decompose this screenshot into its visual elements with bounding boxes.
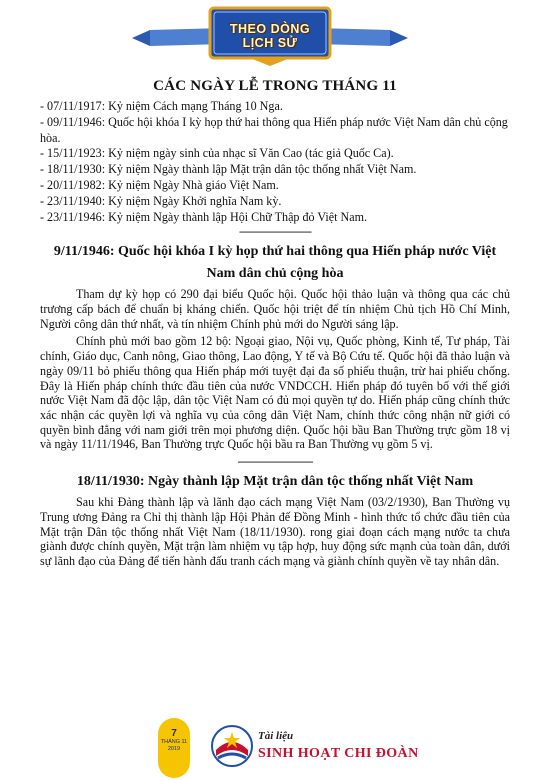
section-heading: 9/11/1946: Quốc hội khóa I kỳ họp thứ hai thông qua Hiến pháp nước Việt Nam dân chủ cộng hòa xyxy=(53,244,497,282)
footer-label: Tài liệu xyxy=(258,730,294,742)
section-paragraph: Tham dự kỳ họp có 290 đại biểu Quốc hội. Quốc hội thảo luận và thông qua các chủ trương cấp bách để chuẩn bị kháng chiến. Quốc hội triệt để tín nhiệm Chủ tịch Hồ Chí Minh, Người công dân thứ nhất, và tín nhiệm Chính phủ mới do Người sáng lập. xyxy=(40,287,510,331)
footer-publication-name: SINH HOẠT CHI ĐOÀN xyxy=(258,746,419,761)
event-list xyxy=(40,99,510,225)
section-paragraph: Sau khi Đảng thành lập và lãnh đạo cách mạng Việt Nam (03/2/1930), Ban Thường vụ Trung ương Đảng ra Chỉ thị thành lập Hội Phản đế Đồng Minh - hình thức tổ chức đầu tiên của Mặt trận Dân tộc thống nhất Việt Nam (18/11/1930). rong giai đoạn cách mạng nước ta chưa giành được chính quyền, Mặt trận làm nhiệm vụ tập hợp, huy động sức mạnh của toàn dân, dưới sự lãnh đạo của Đảng để tiến hành đấu tranh cách mạng và giành chính quyền về tay nhân dân. xyxy=(40,495,510,568)
banner-line-2: LỊCH SỬ xyxy=(242,36,298,50)
page-title: CÁC NGÀY LỄ TRONG THÁNG 11 xyxy=(153,78,397,94)
header-banner xyxy=(0,0,540,70)
youth-union-logo-icon xyxy=(210,724,254,768)
page-number-badge xyxy=(158,718,190,778)
event-item: - 07/11/1917: Kỷ niệm Cách mạng Tháng 10 Nga. xyxy=(40,99,283,113)
section-divider: ------------------------ xyxy=(239,224,311,239)
section-heading: 18/11/1930: Ngày thành lập Mặt trận dân tộc thống nhất Việt Nam xyxy=(76,474,474,490)
event-item: - 23/11/1946: Kỷ niệm Ngày thành lập Hội Chữ Thập đỏ Việt Nam. xyxy=(40,209,368,224)
event-item: - 23/11/1940: Kỷ niệm Ngày Khởi nghĩa Nam kỳ. xyxy=(40,193,282,208)
banner-line-1: THEO DÒNG xyxy=(229,22,311,36)
page-month: THÁNG 11 xyxy=(160,739,188,745)
event-item: - 09/11/1946: Quốc hội khóa I kỳ họp thứ hai thông qua Hiến pháp nước Việt Nam dân chủ cộng hòa. xyxy=(40,114,508,145)
section-paragraph: Chính phủ mới bao gồm 12 bộ: Ngoại giao, Nội vụ, Quốc phòng, Kinh tế, Tư pháp, Tài chính, Giáo dục, Canh nông, Giao thông, Lao động, Y tế và Bộ Cứu tế. Quốc hội đã thảo luận và ngày 09/11 bỏ phiếu thông qua Hiến pháp mới tuyệt đại đa số phiếu thuận, trừ hai phiếu chống. Đây là Hiến pháp chính thức đầu tiên của nước VNDCCH. Hiến pháp đó tuyên bố với thế giới nước Việt Nam đã độc lập, dân tộc Việt Nam có đủ mọi quyền tự do. Hiến pháp cũng chính thức xác nhận các quyền lợi và nghĩa vụ của công dân Việt Nam, chính thức công nhận nữ giới có quyền bình đẳng với nam giới trên mọi phương diện. Quốc hội bầu Ban Thường trực gồm 18 vị và ngày 11/11/1946, Ban Thường trực Quốc hội bầu ra Ban Thường vụ gồm 5 vị. xyxy=(40,334,510,452)
event-item: - 20/11/1982: Kỷ niệm Ngày Nhà giáo Việt Nam. xyxy=(40,177,279,192)
page-number: 7 xyxy=(171,728,177,739)
page-year: 2019 xyxy=(167,746,181,752)
banner-title xyxy=(210,22,330,50)
footer xyxy=(0,710,540,780)
event-item: - 15/11/1923: Kỷ niệm ngày sinh của nhạc sĩ Văn Cao (tác giả Quốc Ca). xyxy=(40,146,394,161)
event-item: - 18/11/1930: Kỷ niệm Ngày thành lập Mặt trận dân tộc thống nhất Việt Nam. xyxy=(40,162,417,177)
section-divider: ------------------------- xyxy=(237,454,313,469)
main-content xyxy=(40,78,510,572)
